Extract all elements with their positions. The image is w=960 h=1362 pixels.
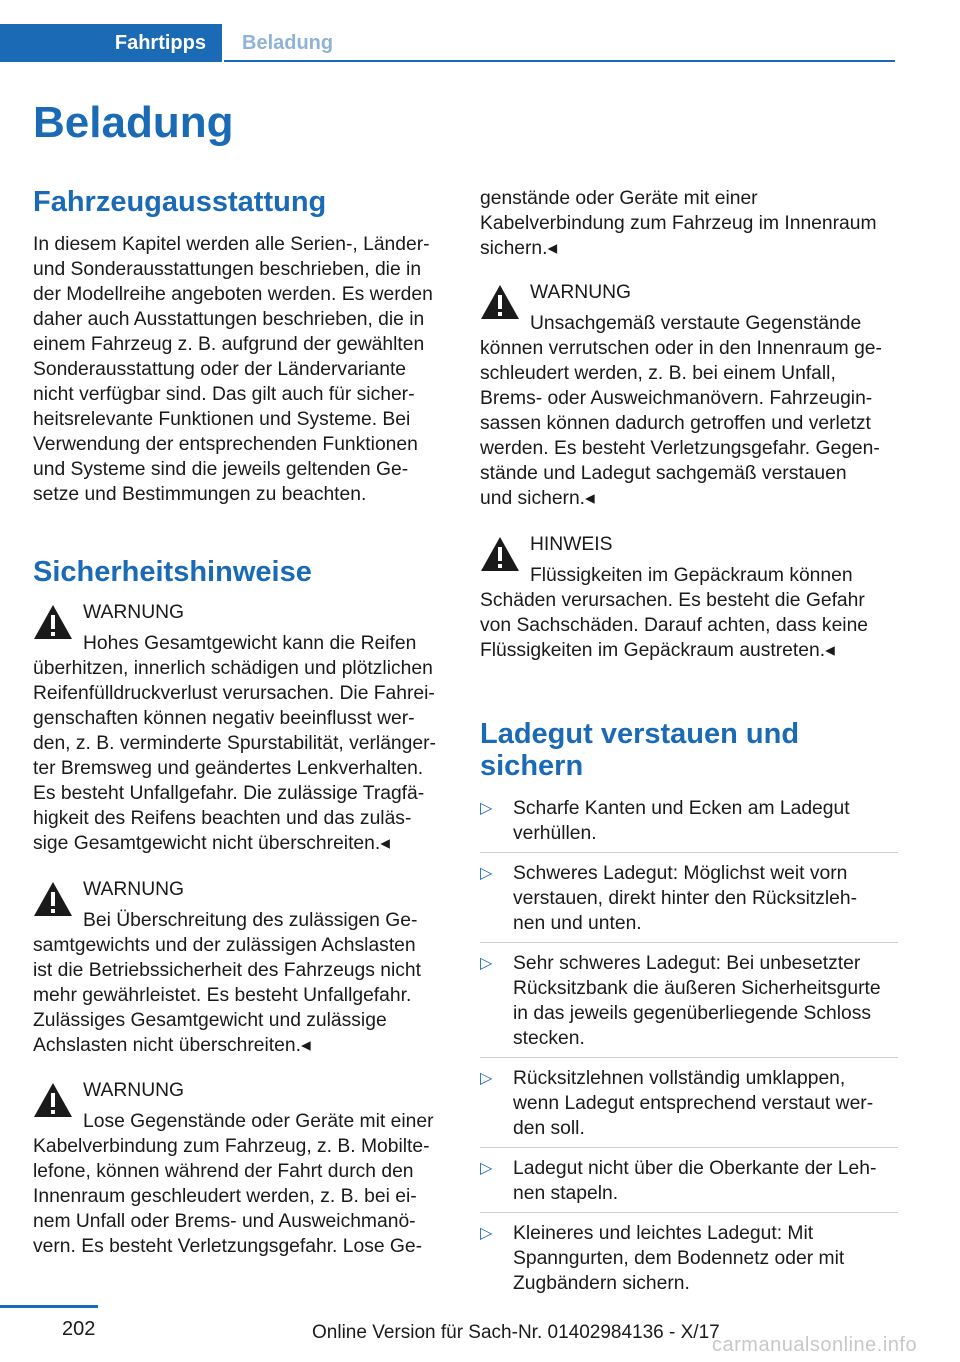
text-line: Flüssigkeiten im Gepäckraum können [530,565,853,586]
text-line: stecken. [513,1028,585,1049]
text-line: Kleineres und leichtes Ladegut: Mit [513,1223,814,1244]
text-line: Bei Überschreitung des zulässigen Ge- [83,910,418,931]
text-line: Reifenfülldruckverlust verursachen. Die Fahrei- [33,683,435,704]
text-line: können verrutschen oder in den Innenraum ge- [480,338,882,359]
section-tab-beladung[interactable]: Beladung [242,32,334,54]
page-title: Beladung [33,98,234,147]
warning-label: WARNUNG [530,282,632,303]
page-header [0,0,960,62]
list-item [480,861,898,943]
text-line: mehr gewährleistet. Es besteht Unfallgefahr. [33,985,412,1006]
text-line: und Systeme sind die jeweils geltenden Ge- [33,459,409,480]
text-line: In diesem Kapitel werden alle Serien-, Länder- [33,234,430,255]
text-line: daher auch Ausstattungen beschrieben, die in [33,309,425,330]
text-line: werden. Es besteht Verletzungsgefahr. Gegen- [480,438,880,459]
text-line: setze und Bestimmungen zu beachten. [33,484,367,505]
triangle-bullet-icon: ▷ [480,1070,493,1087]
text-line: Lose Gegenstände oder Geräte mit einer [83,1111,434,1132]
text-line: von Sachschäden. Darauf achten, dass keine [480,615,869,636]
text-line: Es besteht Unfallgefahr. Die zulässige Tragfä- [33,783,425,804]
text-line: samtgewichts und der zulässigen Achslasten [33,935,416,956]
text-line: Schweres Ladegut: Möglichst weit vorn [513,863,848,884]
warning-triangle-icon [33,881,73,917]
text-line: sichern.◂ [480,238,558,259]
text-line: Rücksitzbank die äußeren Sicherheitsgurte [513,978,881,999]
text-line: genstände oder Geräte mit einer [480,188,758,209]
notice-label: HINWEIS [530,534,613,555]
text-line: Scharfe Kanten und Ecken am Ladegut [513,798,850,819]
text-line: wenn Ladegut entsprechend verstaut wer- [513,1093,874,1114]
text-line: einem Fahrzeug z. B. aufgrund der gewählten [33,334,425,355]
notice-block [480,532,898,663]
warning-triangle-icon [33,604,73,640]
chapter-tab-fahrtipps[interactable]: Fahrtipps [0,24,222,62]
warning-label: WARNUNG [83,1080,185,1101]
header-rule [224,60,895,62]
page-number: 202 [62,1318,96,1340]
text-line: schleudert werden, z. B. bei einem Unfall, [480,363,836,384]
fahrzeug-text [33,232,451,507]
warning-triangle-icon [33,1082,73,1118]
text-line: Kabelverbindung zum Fahrzeug, z. B. Mobilte- [33,1136,430,1157]
text-line: vern. Es besteht Verletzungsgefahr. Lose Ge- [33,1236,423,1257]
text-line: den soll. [513,1118,585,1139]
section-title-ladegut [480,718,898,782]
text-line: Ladegut nicht über die Oberkante der Leh- [513,1158,877,1179]
text-line: higkeit des Reifens beachten und das zuläs- [33,808,412,829]
warning-block [33,1078,451,1259]
triangle-bullet-icon: ▷ [480,1225,493,1242]
text-line: Rücksitzlehnen vollständig umklappen, [513,1068,846,1089]
text-line: der Modellreihe angeboten werden. Es werden [33,284,433,305]
section-ladegut [480,718,898,1310]
list-item [480,951,898,1058]
ladegut-list [480,796,898,1302]
warning-triangle-icon [480,284,520,320]
list-item [480,1221,898,1302]
text-line: und Sonderausstattungen beschrieben, die in [33,259,422,280]
text-line: überhitzen, innerlich schädigen und plötzlichen [33,658,433,679]
text-line: Unsachgemäß verstaute Gegenstände [530,313,862,334]
section-sicherheitshinweise [33,556,451,588]
text-line: nen stapeln. [513,1183,619,1204]
text-line: nen und unten. [513,913,642,934]
warning-block [480,280,898,511]
text-line: Kabelverbindung zum Fahrzeug im Innenraum [480,213,877,234]
section-title-fahrzeugausstattung: Fahrzeugausstattung [33,186,327,218]
text-line: heitsrelevante Funktionen und Systeme. Bei [33,409,411,430]
text-line: und sichern.◂ [480,488,595,509]
text-line: ist die Betriebssicherheit des Fahrzeugs nicht [33,960,421,981]
text-line: in das jeweils gegenüberliegende Schloss [513,1003,872,1024]
text-line: Sehr schweres Ladegut: Bei unbesetzter [513,953,861,974]
section-title-sicherheitshinweise: Sicherheitshinweise [33,556,312,588]
watermark: carmanualsonline.info [712,1334,918,1356]
text-line: Zulässiges Gesamtgewicht und zulässige [33,1010,387,1031]
text-line: Innenraum geschleudert werden, z. B. bei ei- [33,1186,417,1207]
warning-block [33,877,451,1058]
text-line: Brems- oder Ausweichmanövern. Fahrzeugin- [480,388,873,409]
text-line: stände und Ladegut sachgemäß verstauen [480,463,847,484]
text-line: sige Gesamtgewicht nicht überschreiten.◂ [33,833,390,854]
text-line: Flüssigkeiten im Gepäckraum austreten.◂ [480,640,835,661]
warning-label: WARNUNG [83,602,185,623]
text-line: Verwendung der entsprechenden Funktionen [33,434,418,455]
text-line: verstauen, direkt hinter den Rücksitzleh- [513,888,858,909]
text-line: verhüllen. [513,823,597,844]
list-item [480,1156,898,1213]
text-line: genschaften können negativ beeinflusst wer- [33,708,415,729]
warning-triangle-icon [480,536,520,572]
text-line: Schäden verursachen. Es besteht die Gefahr [480,590,865,611]
text-line: den, z. B. verminderte Spurstabilität, verlänger- [33,733,436,754]
triangle-bullet-icon: ▷ [480,955,493,972]
text-line: Hohes Gesamtgewicht kann die Reifen [83,633,417,654]
list-item [480,1066,898,1148]
warning-continuation [480,186,898,261]
text-line: sassen können dadurch getroffen und verletzt [480,413,871,434]
title-line: sichern [480,750,584,782]
text-line: Sonderausstattung oder der Ländervariante [33,359,407,380]
triangle-bullet-icon: ▷ [480,1160,493,1177]
list-item [480,796,898,853]
warning-label: WARNUNG [83,879,185,900]
title-line: Ladegut verstauen und [480,718,800,750]
section-fahrzeugausstattung [33,186,451,507]
text-line: Spanngurten, dem Bodennetz oder mit [513,1248,845,1269]
triangle-bullet-icon: ▷ [480,800,493,817]
text-line: lefone, können während der Fahrt durch den [33,1161,414,1182]
text-line: Zugbändern sichern. [513,1273,690,1294]
text-line: ter Bremsweg und geändertes Lenkverhalten. [33,758,424,779]
warning-block [33,600,451,856]
footer-rule [0,1305,98,1308]
text-line: Achslasten nicht überschreiten.◂ [33,1035,311,1056]
text-line: nem Unfall oder Brems- und Ausweichmanö- [33,1211,416,1232]
triangle-bullet-icon: ▷ [480,865,493,882]
online-version-note: Online Version für Sach-Nr. 01402984136 - X/17 [312,1322,720,1343]
text-line: nicht verfügbar sind. Das gilt auch für sicher- [33,384,415,405]
